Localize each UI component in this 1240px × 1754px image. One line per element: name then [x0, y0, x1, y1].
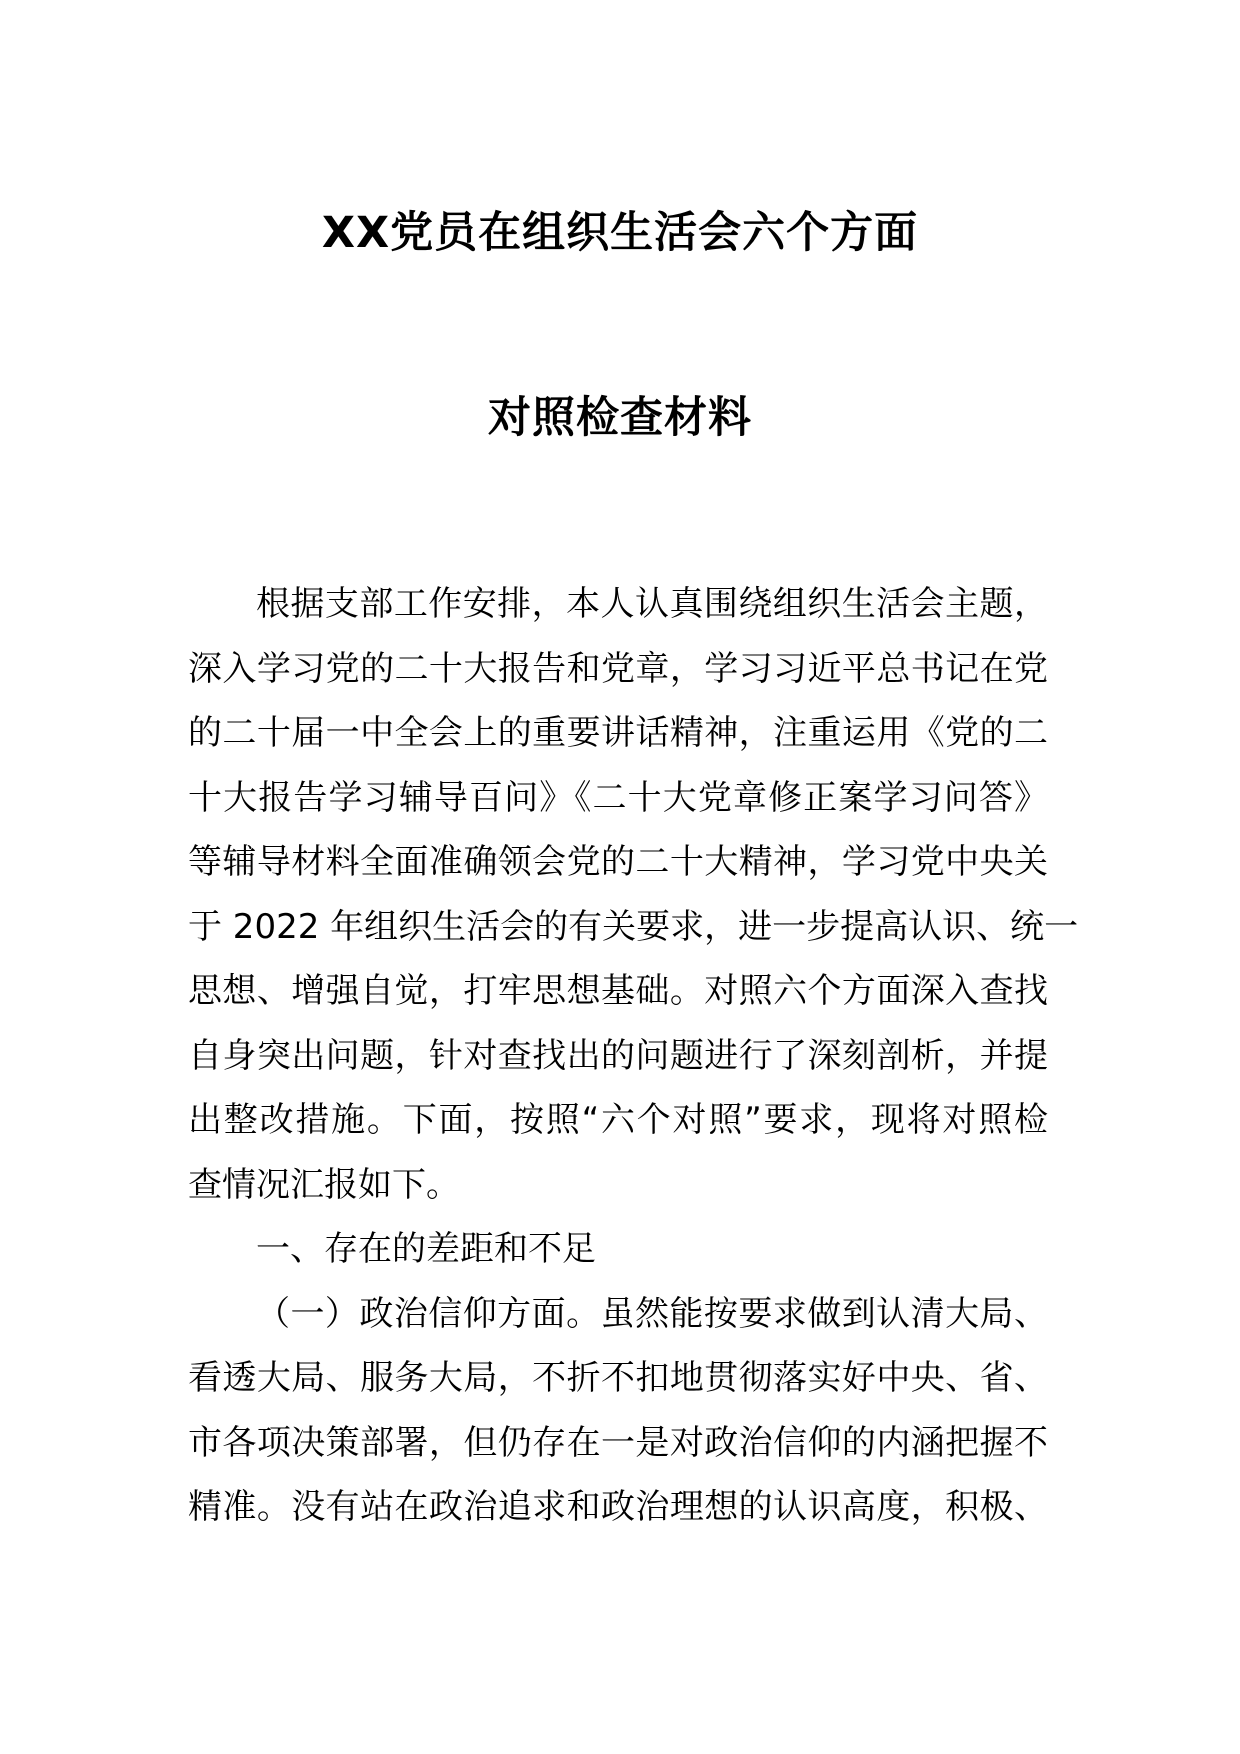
- paragraph-line: 查情况汇报如下。: [188, 1164, 460, 1205]
- paragraph-line: 精准。没有站在政治追求和政治理想的认识高度，积极、: [188, 1487, 1048, 1527]
- paragraph-line: 出整改措施。下面，按照“六个对照”要求，现将对照检: [188, 1100, 1048, 1140]
- paragraph-line: 深入学习党的二十大报告和党章，学习习近平总书记在党: [188, 648, 1048, 689]
- document-title-line-2: 对照检查材料: [488, 393, 752, 443]
- paragraph-line: 思想、增强自觉，打牢思想基础。对照六个方面深入查找: [188, 971, 1048, 1011]
- paragraph-line: 自身突出问题，针对查找出的问题进行了深刻剖析，并提: [188, 1035, 1048, 1076]
- paragraph-line: 的二十届一中全会上的重要讲话精神，注重运用《党的二: [188, 713, 1048, 753]
- paragraph-line: 于 2022 年组织生活会的有关要求，进一步提高认识、统一: [188, 906, 1079, 947]
- paragraph-line: 十大报告学习辅导百问》《二十大党章修正案学习问答》: [188, 777, 1048, 818]
- paragraph-line: （一）政治信仰方面。虽然能按要求做到认清大局、: [256, 1293, 1048, 1334]
- paragraph-line: 看透大局、服务大局，不折不扣地贯彻落实好中央、省、: [188, 1358, 1048, 1398]
- paragraph-line: 根据支部工作安排，本人认真围绕组织生活会主题，: [256, 584, 1048, 624]
- document-body: [188, 572, 1079, 1540]
- paragraph-line: 等辅导材料全面准确领会党的二十大精神，学习党中央关: [188, 842, 1048, 882]
- paragraph-line: 市各项决策部署，但仍存在一是对政治信仰的内涵把握不: [188, 1422, 1048, 1463]
- section-heading: 一、存在的差距和不足: [256, 1229, 596, 1269]
- document-title-line-1: XX党员在组织生活会六个方面: [321, 208, 919, 258]
